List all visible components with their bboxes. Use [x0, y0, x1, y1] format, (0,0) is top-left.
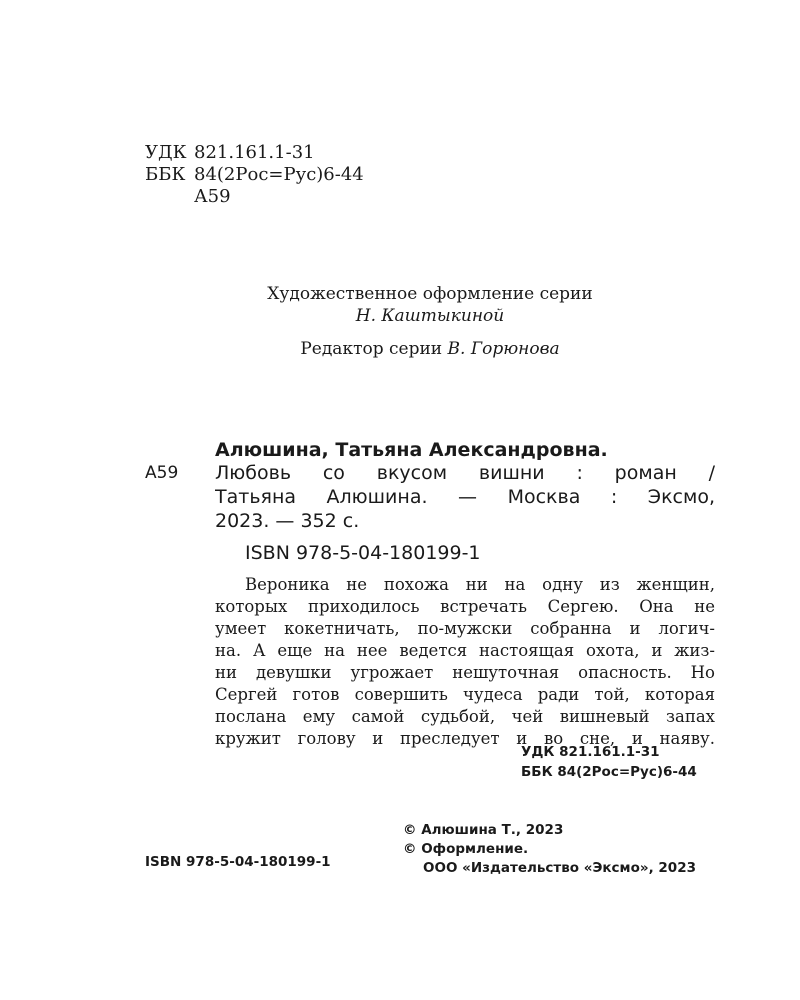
annotation-line: кружит голову и преследует и во сне, и наяву.: [215, 729, 715, 748]
annotation-line: которых приходилось встречать Сергею. Она не: [215, 597, 715, 616]
annotation: [215, 574, 715, 750]
author-code-card: А59: [145, 463, 179, 483]
annotation-line: Сергей готов совершить чудеса ради той, которая: [215, 685, 715, 704]
bibliographic-description: [215, 461, 715, 533]
bottom-classification: [521, 742, 697, 782]
author-code-top: А59: [194, 186, 231, 207]
bottom-udk: УДК 821.161.1-31: [521, 744, 660, 760]
isbn-bottom: ISBN 978-5-04-180199-1: [145, 854, 331, 870]
editor-label: Редактор серии: [300, 339, 443, 359]
isbn-card: ISBN 978-5-04-180199-1: [245, 542, 481, 564]
author-heading: Алюшина, Татьяна Александровна.: [215, 439, 608, 461]
copyright-author: © Алюшина Т., 2023: [403, 822, 564, 838]
annotation-line: умеет кокетничать, по-мужски собранна и логич-: [215, 619, 715, 638]
bbk-value: 84(2Рос=Рус)6-44: [194, 164, 364, 185]
bottom-bbk: ББК 84(2Рос=Рус)6-44: [521, 764, 697, 780]
copyright-design: © Оформление.: [403, 841, 529, 857]
annotation-line: ни девушки угрожает нешуточная опасность. Но: [215, 663, 715, 682]
bib-line: Татьяна Алюшина. — Москва : Эксмо,: [215, 486, 715, 508]
bib-line: 2023. — 352 с.: [215, 510, 360, 532]
editor-name: В. Горюнова: [447, 339, 560, 359]
design-line: Художественное оформление серии: [267, 284, 593, 304]
copyright-block: [403, 821, 696, 878]
copyright-publisher: ООО «Издательство «Эксмо», 2023: [423, 860, 696, 876]
annotation-line: послана ему самой судьбой, чей вишневый запах: [215, 707, 715, 726]
bib-line: Любовь со вкусом вишни : роман /: [215, 462, 715, 484]
series-editor-credit: [140, 338, 720, 360]
bbk-label: ББК: [145, 164, 186, 185]
udk-value: 821.161.1-31: [194, 142, 315, 163]
series-design-credit: [140, 283, 720, 327]
annotation-line: на. А еще на нее ведется настоящая охота, и жиз-: [215, 641, 715, 660]
designer-name: Н. Каштыкиной: [355, 306, 505, 326]
annotation-line: Вероника не похожа ни на одну из женщин,: [245, 575, 715, 594]
udk-label: УДК: [145, 142, 187, 163]
